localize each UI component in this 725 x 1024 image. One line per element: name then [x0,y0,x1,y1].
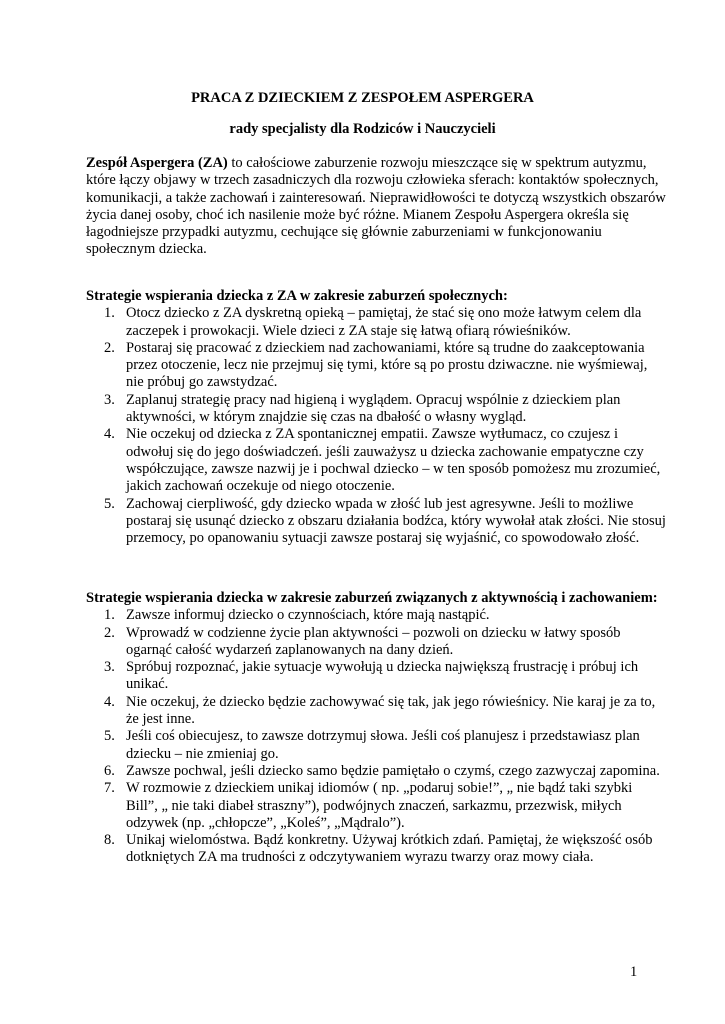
item-number: 8. [104,832,115,849]
item-text: Spróbuj rozpoznać, jakie sytuacje wywołują u dziecka największą frustrację i próbuj ich unikać. [126,659,639,693]
item-number: 5. [104,495,115,512]
section-heading: Strategie wspierania dziecka z ZA w zakresie zaburzeń społecznych: [86,288,508,304]
intro-term: Zespół Aspergera (ZA) [86,155,228,171]
item-text: Wprowadź w codzienne życie plan aktywności – pozwoli on dziecku w łatwy sposób ogarnąć całość wydarzeń zaplanowanych na dany dzień. [126,624,621,658]
item-number: 4. [104,693,115,710]
item-number: 4. [104,426,115,443]
item-text: Zawsze informuj dziecko o czynnościach, które mają nastąpić. [126,607,490,624]
item-text: Unikaj wielomóstwa. Bądź konkretny. Używaj krótkich zdań. Pamiętaj, że większość osób dotkniętych ZA ma trudności z odczytywaniem wyrazu twarzy oraz mowy ciała. [126,832,653,866]
document-subtitle: rady specjalisty dla Rodziców i Nauczycieli [229,121,496,137]
section-activity [86,590,666,867]
list-item [86,763,666,780]
item-number: 2. [104,624,115,641]
strategy-list [86,305,666,547]
item-text: Nie oczekuj, że dziecko będzie zachowywać się tak, jak jego rówieśnicy. Nie karaj je za to, że jest inne. [126,693,656,728]
list-item [86,694,666,729]
strategy-list [86,607,666,866]
item-number: 2. [104,339,115,356]
section-heading: Strategie wspierania dziecka w zakresie zaburzeń związanych z aktywnością i zachowaniem: [86,590,658,606]
intro-text: to całościowe zaburzenie rozwoju mieszczące się w spektrum autyzmu, które łączy objawy w trzech zasadniczych dla rozwoju człowieka sferach: kontaktów społecznych, komunikacji, a także zachowań i zainteresowań. Nieprawidłowości te dotyczą wszystkich obszarów życia danej osoby, choć ich nasilenie może być różne. Mianem Zespołu Aspergera określa się łagodniejsze przypadki autyzmu, cechujące się głównie zaburzeniami w funkcjonowaniu społecznym dziecka. [86,155,666,258]
item-number: 3. [104,391,115,408]
item-text: W rozmowie z dzieckiem unikaj idiomów ( np. „podaruj sobie!”, „ nie bądź taki szybki Bill”, „ nie taki diabeł straszny”), podwójnych znaczeń, sarkazmu, przezwisk, miłych odzywek (np. „chłopcze”, „Koleś”, „Mądralo”). [126,780,633,831]
list-item [86,607,666,624]
item-number: 6. [104,762,115,779]
list-item [86,728,666,763]
item-number: 3. [104,659,115,676]
section-social [86,288,666,547]
item-number: 1. [104,305,115,322]
item-text: Zaplanuj strategię pracy nad higieną i wyglądem. Opracuj wspólnie z dzieckiem plan aktywności, w którym znajdzie się czas na dbałość o własny wygląd. [126,391,621,426]
page-number: 1 [630,964,638,980]
list-item [86,832,666,867]
list-item [86,426,666,495]
item-text: Zachowaj cierpliwość, gdy dziecko wpada w złość lub jest agresywne. Jeśli to możliwe postaraj się usunąć dziecko z obszaru działania bodźca, który wywołał atak złości. Nie stosuj przemocy, po opanowaniu sytuacji zawsze postaraj się wyjaśnić, co spowodowało złość. [126,495,666,547]
list-item [86,305,666,340]
intro-paragraph [86,155,666,259]
document-title: PRACA Z DZIECKIEM Z ZESPOŁEM ASPERGERA [191,90,534,106]
item-text: Postaraj się pracować z dzieckiem nad zachowaniami, które są trudne do zaakceptowania przez otoczenie, lecz nie przejmuj się tymi, które są po prostu dziwaczne. nie wyśmiewaj, nie próbuj go zawstydzać. [126,339,648,391]
item-text: Zawsze pochwal, jeśli dziecko samo będzie pamiętało o czymś, czego zazwyczaj zapomina. [126,762,660,779]
item-text: Nie oczekuj od dziecka z ZA spontanicznej empatii. Zawsze wytłumacz, co czujesz i odwołuj się do jego doświadczeń. jeśli zauważysz u dziecka zachowanie empatyczne czy współczujące, zawsze nazwij je i pochwal dziecko – w ten sposób pomożesz mu zrozumieć, jakich zachowań oczekuje od niego otoczenie. [126,426,661,495]
list-item [86,780,666,832]
item-number: 1. [104,607,115,624]
list-item [86,392,666,427]
list-item [86,340,666,392]
list-item [86,659,666,694]
item-number: 5. [104,728,115,745]
list-item [86,496,666,548]
item-text: Jeśli coś obiecujesz, to zawsze dotrzymuj słowa. Jeśli coś planujesz i przedstawiasz plan dziecku – nie zmieniaj go. [126,728,640,762]
list-item [86,625,666,660]
item-text: Otocz dziecko z ZA dyskretną opieką – pamiętaj, że stać się ono może łatwym celem dla zaczepek i prowokacji. Wiele dzieci z ZA staje się łatwą ofiarą rówieśników. [126,305,642,339]
item-number: 7. [104,780,115,797]
